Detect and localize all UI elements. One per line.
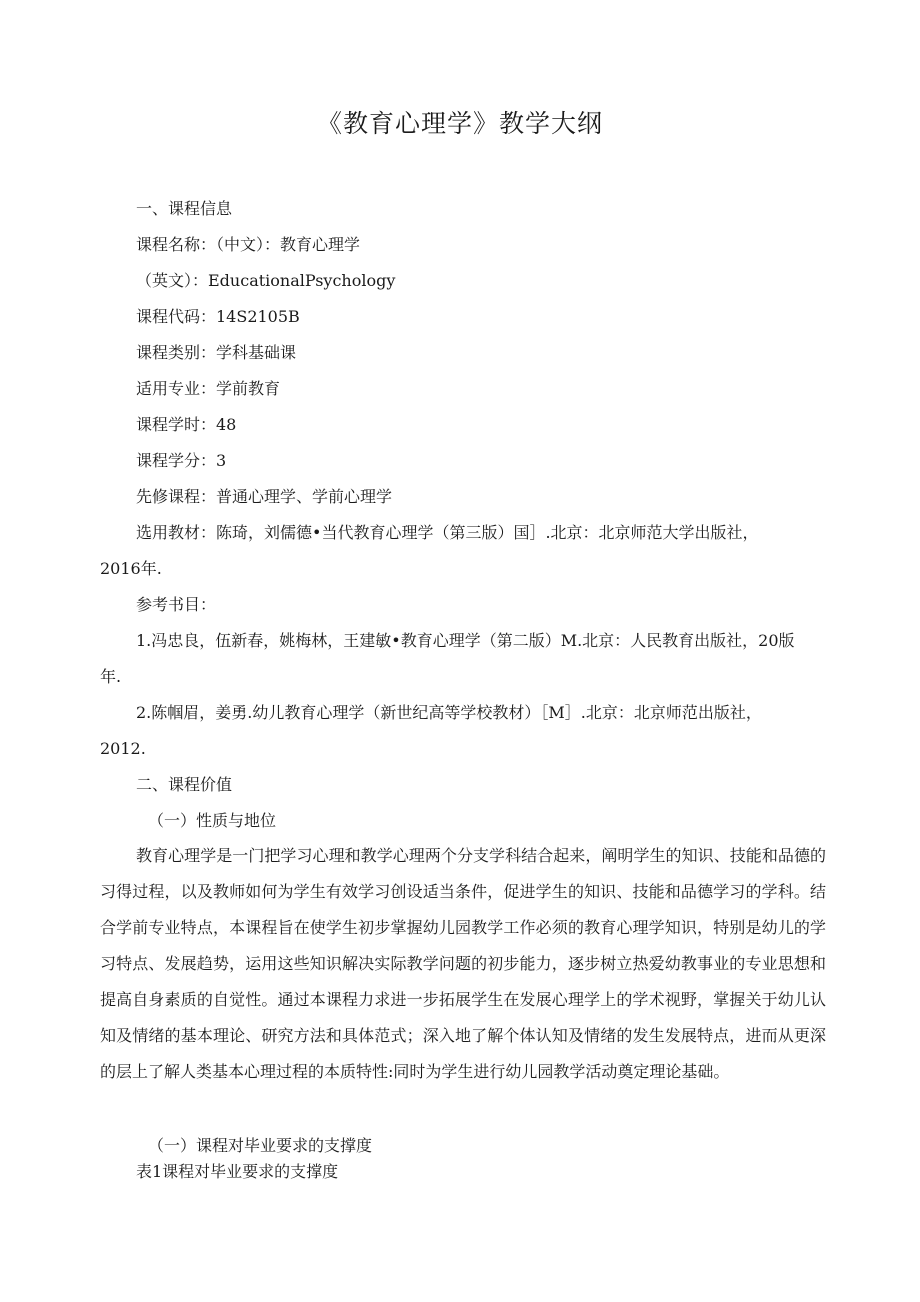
prerequisites: 先修课程：普通心理学、学前心理学 (136, 487, 393, 506)
reference-2-line-2: 2012. (100, 739, 146, 758)
section-heading-course-info: 一、课程信息 (136, 199, 233, 218)
references-label: 参考书目： (136, 595, 217, 614)
subsection-heading-nature: （一）性质与地位 (148, 811, 277, 830)
section-heading-course-value: 二、课程价值 (136, 775, 233, 794)
nature-paragraph: 教育心理学是一门把学习心理和教学心理两个分支学科结合起来，阐明学生的知识、技能和品德的习得过程，以及教师如何为学生有效学习创设适当条件，促进学生的知识、技能和品德学习的学科。结合学前专业特点，本课程旨在使学生初步掌握幼儿园教学工作必须的教育心理学知识，特别是幼儿的学习特点、发展趋势，运用这些知识解决实际教学问题的初步能力，逐步树立热爱幼教事业的专业思想和提高自身素质的自觉性。通过本课程力求进一步拓展学生在发展心理学上的学术视野，掌握关于幼儿认知及情绪的基本理论、研究方法和具体范式；深入地了解个体认知及情绪的发生发展特点，进而从更深的层上了解人类基本心理过程的本质特性:同时为学生进行幼儿园教学活动奠定理论基础。 (100, 846, 826, 1081)
reference-1-line-2: 年. (100, 667, 122, 686)
textbook-line-2: 2016年. (100, 559, 162, 578)
subsection-heading-support: （一）课程对毕业要求的支撑度 (148, 1136, 373, 1155)
course-category: 课程类别：学科基础课 (136, 343, 297, 362)
course-credits: 课程学分：3 (136, 451, 227, 470)
document-title: 《教育心理学》教学大纲 (316, 109, 603, 138)
reference-2-line-1: 2.陈帼眉，姜勇.幼儿教育心理学（新世纪高等学校教材）［M］.北京：北京师范出版社， (136, 703, 762, 722)
reference-1-line-1: 1.冯忠良，伍新春，姚梅林，王建敏•教育心理学（第二版）M.北京：人民教育出版社，20版 (136, 631, 795, 650)
course-name-en: （英文）：EducationalPsychology (136, 271, 396, 290)
course-name-cn: 课程名称：（中文）：教育心理学 (136, 235, 361, 254)
table-caption: 表1课程对毕业要求的支撑度 (136, 1162, 339, 1181)
applicable-major: 适用专业：学前教育 (136, 379, 281, 398)
textbook-line-1: 选用教材：陈琦，刘儒德•当代教育心理学（第三版）国］.北京：北京师范大学出版社， (136, 523, 759, 542)
course-hours: 课程学时：48 (136, 415, 237, 434)
course-code: 课程代码：14S2105B (136, 307, 300, 326)
